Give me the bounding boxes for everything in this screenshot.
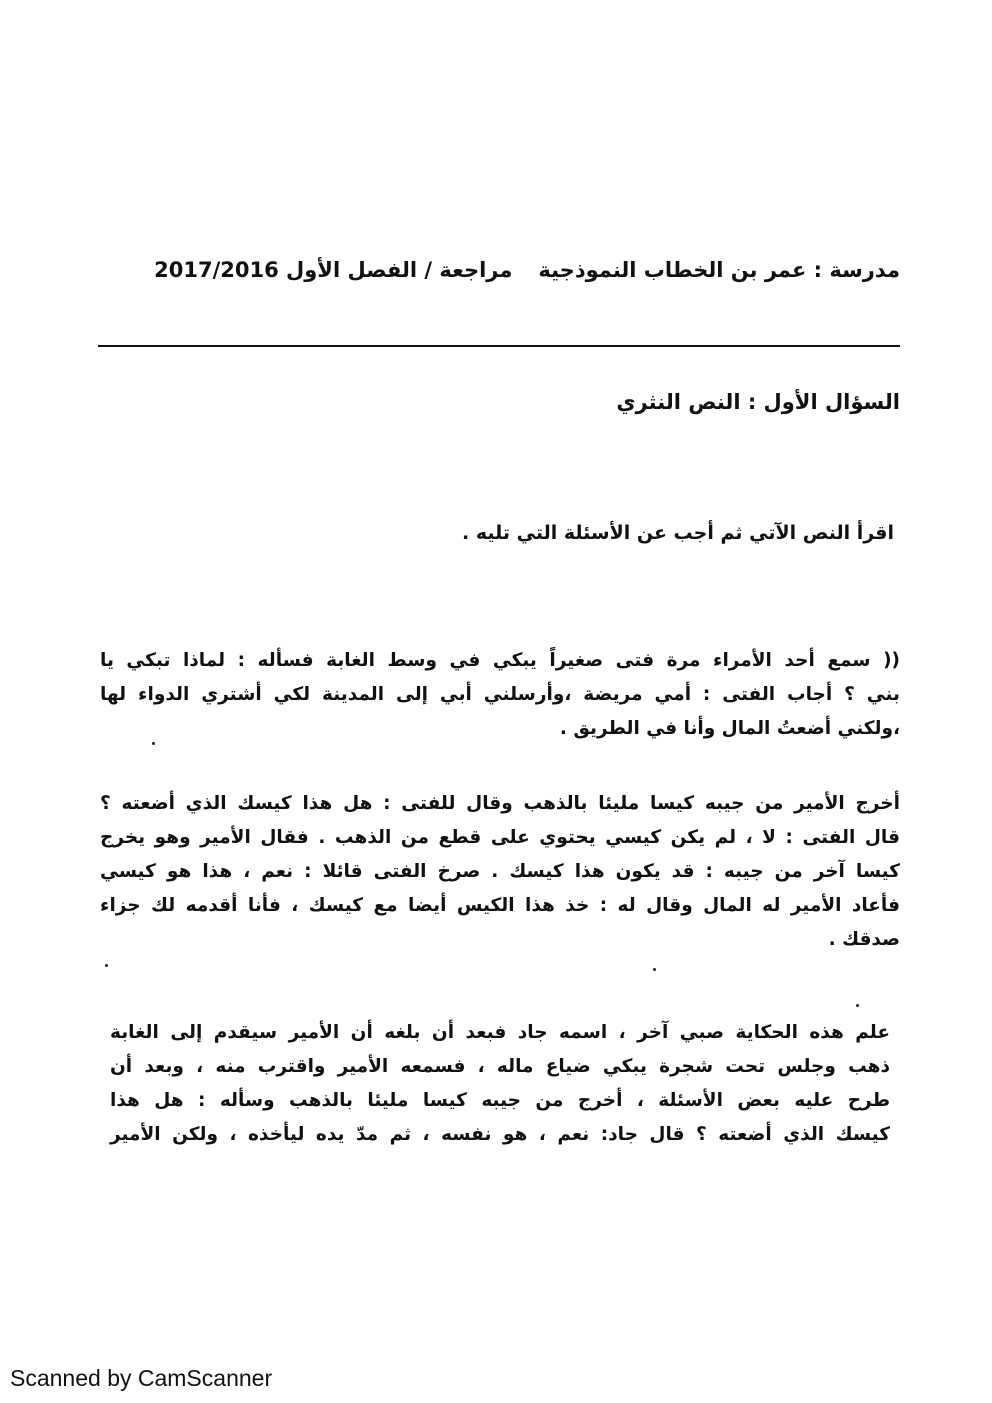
paragraph-line: طرح عليه بعض الأسئلة ، أخرج من جيبه كيسا مليئا بالذهب وسأله : هل هذا: [110, 1090, 890, 1111]
paragraph-line: بني ؟ أجاب الفتى : أمي مريضة ،وأرسلني أبي إلى المدينة لكي أشتري الدواء لها: [100, 684, 900, 705]
paragraph-line: علم هذه الحكاية صبي آخر ، اسمه جاد فبعد أن بلغه أن الأمير سيقدم إلى الغابة: [110, 1022, 890, 1043]
school-name: مدرسة : عمر بن الخطاب النموذجية: [538, 258, 900, 282]
scan-speck: [152, 742, 155, 745]
paragraph-line: كيسك الذي أضعته ؟ قال جاد: نعم ، هو نفسه ، ثم مدّ يده ليأخذه ، ولكن الأمير: [110, 1124, 890, 1145]
scan-speck: [105, 964, 108, 967]
paragraph-line: (( سمع أحد الأمراء مرة فتى صغيراً يبكي في وسط الغابة فسأله : لماذا تبكي يا: [100, 650, 900, 671]
header-divider: [98, 345, 900, 347]
question-instruction: اقرأ النص الآتي ثم أجب عن الأسئلة التي تليه .: [462, 522, 894, 544]
review-title: مراجعة / الفصل الأول 2017/2016: [154, 258, 513, 282]
scanner-watermark: Scanned by CamScanner: [10, 1365, 273, 1391]
paragraph-line: كيسا آخر من جيبه : قد يكون هذا كيسك . صرخ الفتى قائلا : نعم ، هذا هو كيسي: [100, 861, 900, 882]
paragraph-line: ذهب وجلس تحت شجرة يبكي ضياع ماله ، فسمعه الأمير واقترب منه ، وبعد أن: [110, 1056, 890, 1077]
paragraph-line: قال الفتى : لا ، لم يكن كيسي يحتوي على قطع من الذهب . فقال الأمير وهو يخرج: [100, 827, 900, 848]
scan-speck: [653, 968, 656, 971]
paragraph-line: صدقك .: [828, 929, 900, 950]
paragraph-line: ،ولكني أضعتُ المال وأنا في الطريق .: [559, 718, 900, 739]
scan-speck: [856, 1004, 859, 1007]
passage-paragraph-1: [100, 644, 900, 746]
paragraph-line: أخرج الأمير من جيبه كيسا مليئا بالذهب وقال للفتى : هل هذا كيسك الذي أضعته ؟: [100, 793, 900, 814]
passage-paragraph-3: [110, 1016, 890, 1152]
document-header: [120, 258, 900, 282]
passage-paragraph-2: [100, 787, 900, 957]
question-title: السؤال الأول : النص النثري: [616, 390, 900, 414]
paragraph-line: فأعاد الأمير له المال وقال له : خذ هذا الكيس أيضا مع كيسك ، فأنا أقدمه لك جزاء: [100, 895, 900, 916]
